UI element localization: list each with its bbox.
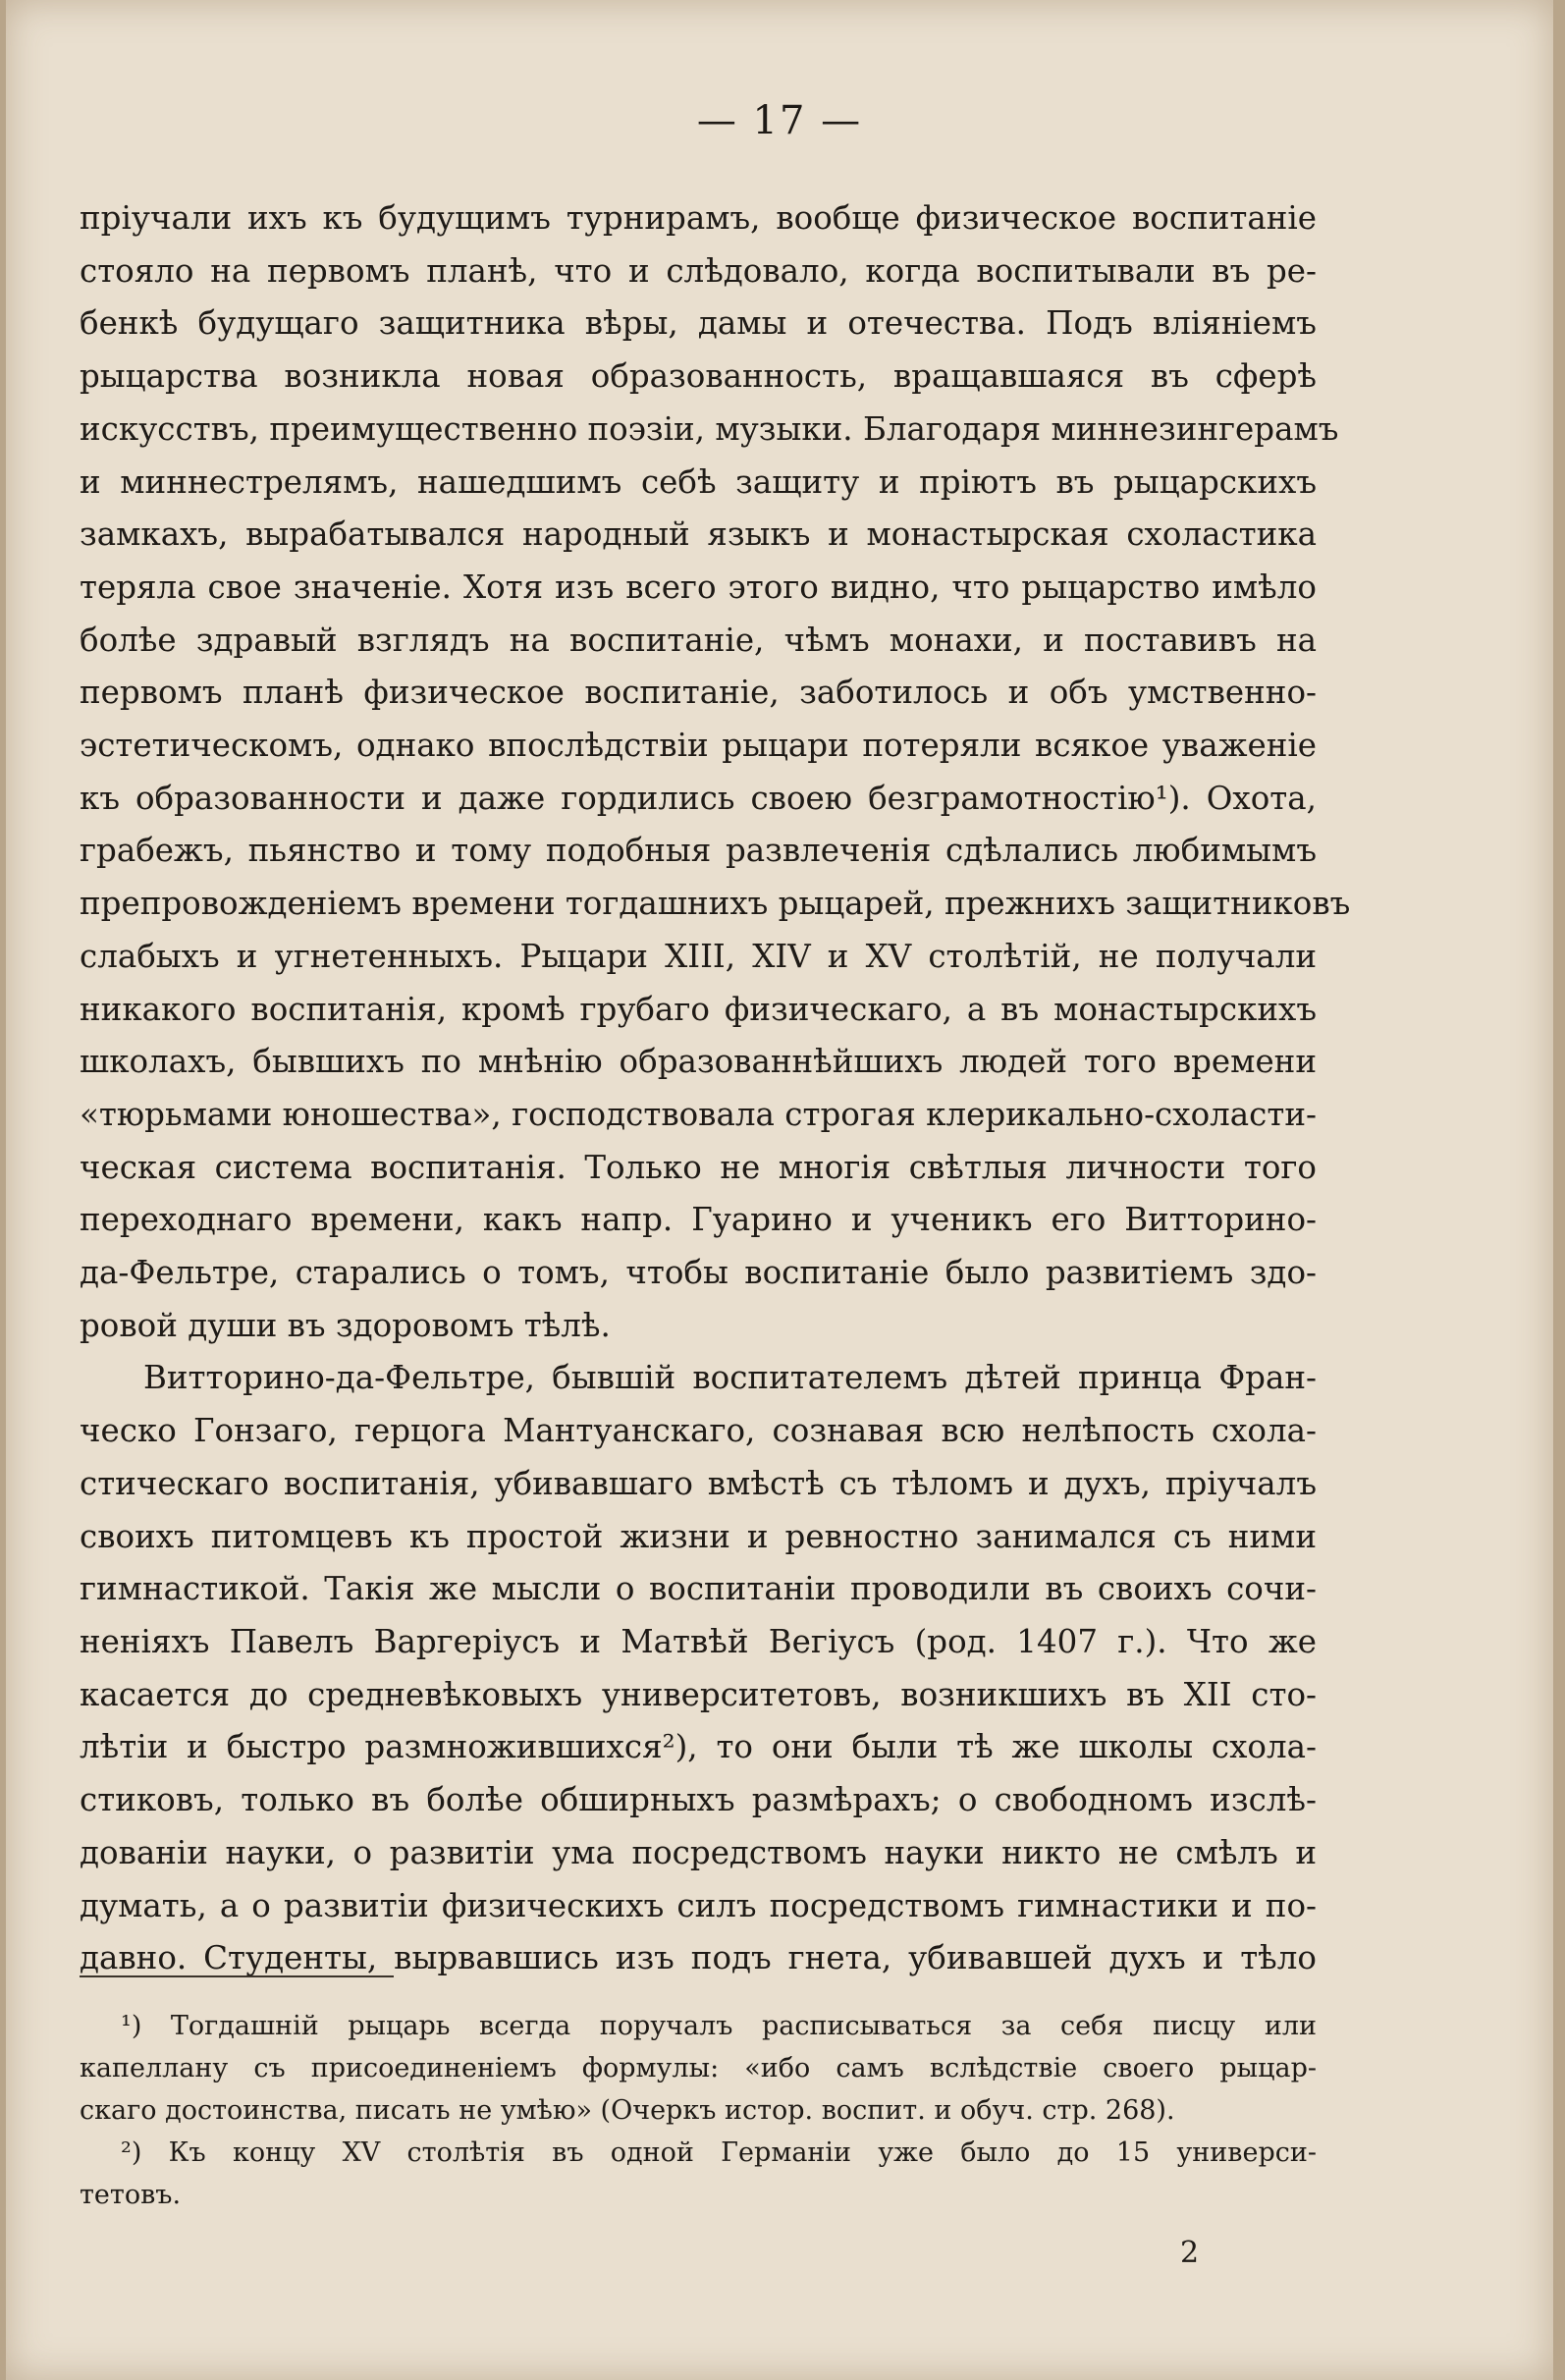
footnote-line: тетовъ. (80, 2180, 182, 2210)
paragraph-1 (80, 192, 1351, 1352)
footnote-line: капеллану съ присоединеніемъ формулы: «ибо самъ вслѣдствіе своего рыцар- (80, 2053, 1317, 2083)
text-line: да-Фельтре, старались о томъ, чтобы воспитаніе было развитіемъ здо- (80, 1254, 1317, 1292)
text-line: препровожденіемъ времени тогдашнихъ рыцарей, прежнихъ защитниковъ (80, 885, 1351, 923)
text-line: болѣе здравый взглядъ на воспитаніе, чѣмъ монахи, и поставивъ на (80, 621, 1317, 659)
footnote-line: ²) Къ концу XV столѣтія въ одной Германіи уже было до 15 универси- (121, 2137, 1317, 2168)
text-line: касается до средневѣковыхъ университетовъ, возникшихъ въ XII сто- (80, 1675, 1317, 1713)
footnotes (80, 2005, 1317, 2216)
text-line: школахъ, бывшихъ по мнѣнію образованнѣйшихъ людей того времени (80, 1043, 1317, 1081)
body-text (80, 192, 1351, 1985)
footnote-line: скаго достоинства, писать не умѣю» (Очеркъ истор. воспит. и обуч. стр. 268). (80, 2095, 1175, 2126)
text-line: слабыхъ и угнетенныхъ. Рыцари XIII, XIV и XV столѣтій, не получали (80, 937, 1317, 975)
text-line: эстетическомъ, однако впослѣдствіи рыцари потеряли всякое уваженіе (80, 727, 1317, 765)
book-page (6, 0, 1553, 2380)
text-line: думать, а о развитіи физическихъ силъ посредствомъ гимнастики и по- (80, 1886, 1317, 1924)
paragraph-2 (80, 1352, 1317, 1984)
text-line: стическаго воспитанія, убивавшаго вмѣстѣ съ тѣломъ и духъ, пріучалъ (80, 1464, 1317, 1502)
footnote-1 (80, 2005, 1317, 2132)
text-line: пріучали ихъ къ будущимъ турнирамъ, вообще физическое воспитаніе (80, 199, 1317, 237)
text-line: теряла свое значеніе. Хотя изъ всего этого видно, что рыцарство имѣло (80, 568, 1317, 606)
text-line: Витторино-да-Фельтре, бывшій воспитателемъ дѣтей принца Фран- (143, 1359, 1317, 1397)
signature-mark: 2 (1180, 2236, 1200, 2270)
text-line: бенкѣ будущаго защитника вѣры, дамы и отечества. Подъ вліяніемъ (80, 304, 1317, 343)
text-line: ческо Гонзаго, герцога Мантуанскаго, сознавая всю нелѣпость схола- (80, 1412, 1317, 1450)
page-number: — 17 — (696, 98, 863, 143)
footnote-divider (80, 1975, 394, 1977)
text-line: ровой души въ здоровомъ тѣлѣ. (80, 1306, 611, 1344)
text-line: стиковъ, только въ болѣе обширныхъ размѣрахъ; о свободномъ изслѣ- (80, 1781, 1317, 1819)
text-line: грабежъ, пьянство и тому подобныя развлеченія сдѣлались любимымъ (80, 832, 1317, 870)
text-line: ческая система воспитанія. Только не многія свѣтлыя личности того (80, 1148, 1317, 1186)
text-line: своихъ питомцевъ къ простой жизни и ревностно занимался съ ними (80, 1517, 1317, 1555)
text-line: искусствъ, преимущественно поэзіи, музыки. Благодаря миннезингерамъ (80, 409, 1339, 448)
text-line: стояло на первомъ планѣ, что и слѣдовало, когда воспитывали въ ре- (80, 251, 1317, 290)
text-line: и миннестрелямъ, нашедшимъ себѣ защиту и пріютъ въ рыцарскихъ (80, 462, 1317, 501)
text-line: лѣтіи и быстро размножившихся²), то они были тѣ же школы схола- (80, 1728, 1317, 1766)
text-line: къ образованности и даже гордились своею безграмотностію¹). Охота, (80, 779, 1317, 817)
text-line: замкахъ, вырабатывался народный языкъ и монастырская схоластика (80, 515, 1317, 554)
text-line: давно. Студенты, вырвавшись изъ подъ гнета, убивавшей духъ и тѣло (80, 1939, 1317, 1977)
text-line: неніяхъ Павелъ Варгеріусъ и Матвѣй Вегіусъ (род. 1407 г.). Что же (80, 1622, 1317, 1660)
text-line: никакого воспитанія, кромѣ грубаго физическаго, а въ монастырскихъ (80, 990, 1317, 1028)
footnote-2 (80, 2132, 1317, 2216)
text-line: «тюрьмами юношества», господствовала строгая клерикально-схоласти- (80, 1095, 1317, 1133)
text-line: гимнастикой. Такія же мысли о воспитаніи проводили въ своихъ сочи- (80, 1570, 1317, 1608)
text-line: дованіи науки, о развитіи ума посредствомъ науки никто не смѣлъ и (80, 1833, 1317, 1871)
text-line: рыцарства возникла новая образованность, вращавшаяся въ сферѣ (80, 357, 1317, 396)
footnote-line: ¹) Тогдашній рыцарь всегда поручалъ расписываться за себя писцу или (121, 2011, 1317, 2041)
text-line: первомъ планѣ физическое воспитаніе, заботилось и объ умственно- (80, 674, 1317, 712)
text-line: переходнаго времени, какъ напр. Гуарино и ученикъ его Витторино- (80, 1201, 1317, 1239)
